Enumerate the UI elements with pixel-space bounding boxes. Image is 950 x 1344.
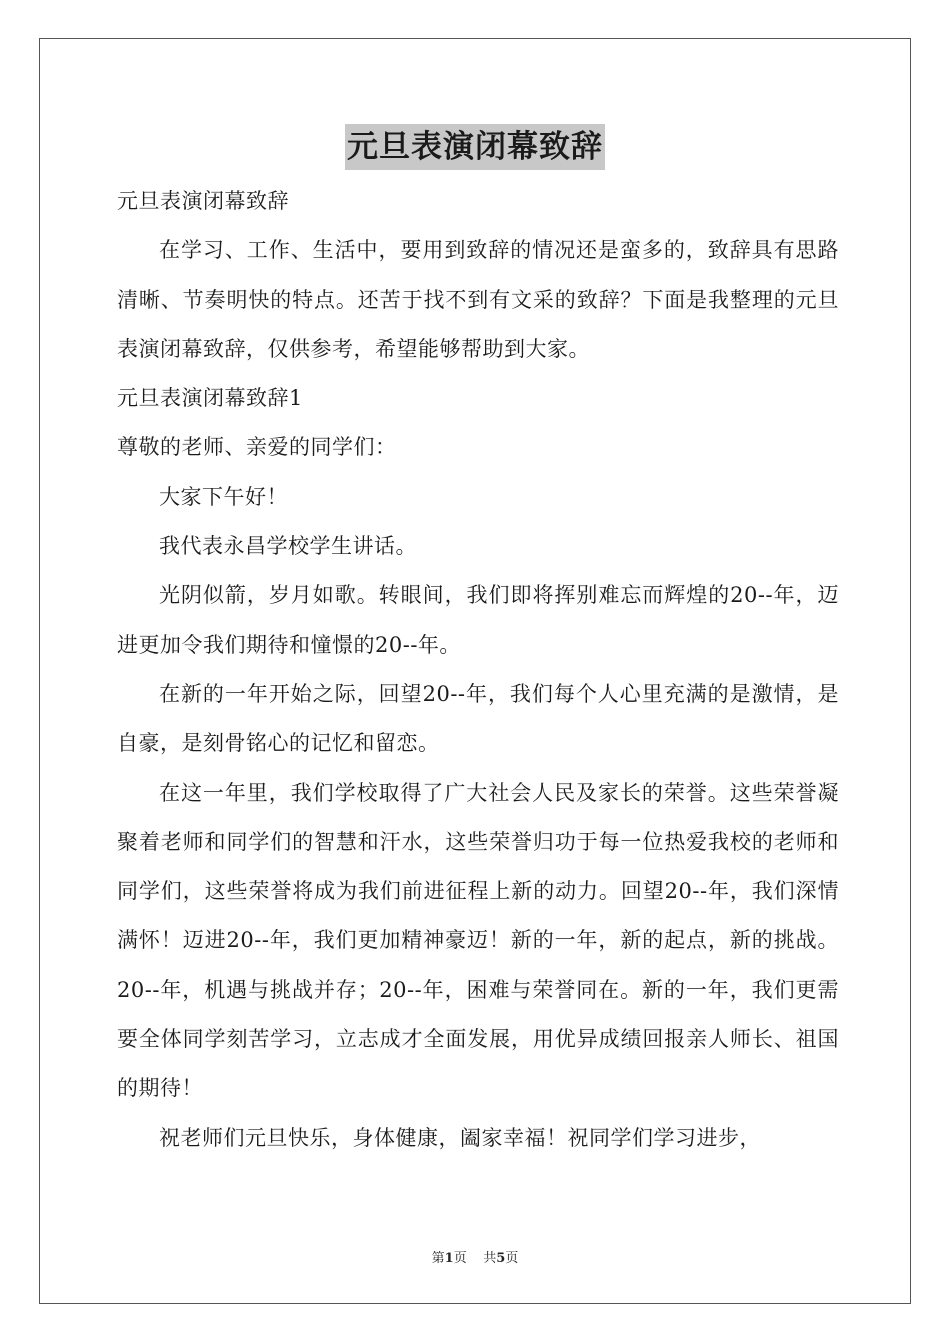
page-prefix: 第 (431, 1251, 445, 1266)
title-container (0, 124, 950, 170)
paragraph: 我代表永昌学校学生讲话。 (159, 534, 417, 559)
total-prefix: 共 (483, 1251, 497, 1266)
paragraph: 元旦表演闭幕致辞 (117, 189, 289, 213)
paragraph: 在新的一年开始之际，回望20--年，我们每个人心里充满的是激情，是自豪，是刻骨铭心的记忆和留恋。 (117, 681, 839, 756)
document-body (117, 177, 839, 1163)
paragraph: 祝老师们元旦快乐，身体健康，阖家幸福！祝同学们学习进步， (159, 1125, 761, 1150)
page-footer (0, 1247, 950, 1266)
section-heading: 元旦表演闭幕致辞1 (117, 386, 303, 411)
page-suffix: 页 (453, 1251, 467, 1266)
total-suffix: 页 (505, 1251, 519, 1266)
paragraph: 在学习、工作、生活中，要用到致辞的情况还是蛮多的，致辞具有思路清晰、节奏明快的特点。还苦于找不到有文采的致辞？下面是我整理的元旦表演闭幕致辞，仅供参考，希望能够帮助到大家。 (117, 238, 839, 361)
total-page-count: 5 (496, 1251, 506, 1266)
paragraph: 光阴似箭，岁月如歌。转眼间，我们即将挥别难忘而辉煌的20--年，迈进更加令我们期待和憧憬的20--年。 (117, 583, 839, 657)
paragraph: 大家下午好！ (159, 484, 288, 509)
document-title: 元旦表演闭幕致辞 (345, 124, 605, 170)
salutation: 尊敬的老师、亲爱的同学们： (117, 435, 397, 460)
paragraph: 在这一年里，我们学校取得了广大社会人民及家长的荣誉。这些荣誉凝聚着老师和同学们的智慧和汗水，这些荣誉归功于每一位热爱我校的老师和同学们，这些荣誉将成为我们前进征程上新的动力。回望20--年，我们深情满怀！迈进20--年，我们更加精神豪迈！新的一年，新的起点，新的挑战。20--年，机遇与挑战并存；20--年，困难与荣誉同在。新的一年，我们更需要全体同学刻苦学习，立志成才全面发展，用优异成绩回报亲人师长、祖国的期待！ (117, 780, 839, 1101)
current-page-number: 1 (444, 1251, 454, 1266)
